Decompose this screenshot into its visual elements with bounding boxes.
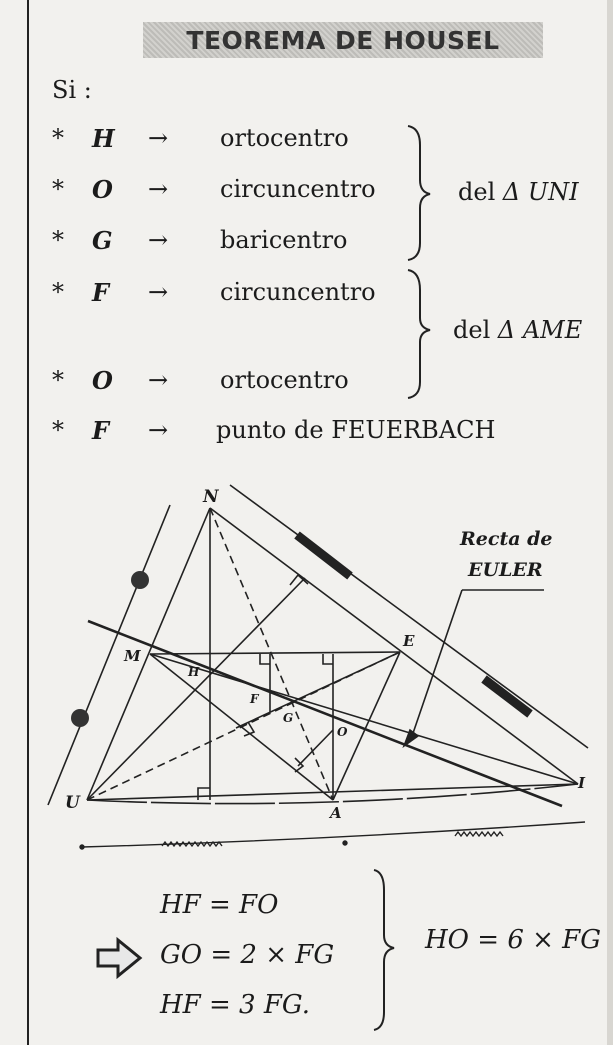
bottom-ruler: [82, 822, 585, 847]
point-label-i: I: [578, 774, 586, 792]
point-symbol: O: [92, 175, 113, 204]
arrow-icon: →: [148, 366, 169, 394]
arrow-icon: →: [148, 278, 169, 306]
equation-sign: =: [210, 940, 233, 970]
arrow-icon: →: [148, 124, 169, 152]
group-prefix: del: [453, 316, 491, 344]
altitude-i: [150, 654, 578, 784]
euler-label-line2: EULER: [468, 559, 543, 581]
equation-rhs: 3 FG.: [239, 990, 311, 1020]
right-angle-mark: [323, 654, 333, 664]
point-symbol: F: [92, 416, 110, 445]
equation-lhs: GO: [160, 940, 203, 970]
point-description: circuncentro: [220, 175, 376, 203]
rail-bar: [484, 679, 530, 714]
arrow-icon: →: [148, 416, 169, 444]
bullet: *: [52, 366, 64, 394]
point-label-g: G: [283, 711, 294, 725]
point-label-e: E: [403, 632, 415, 650]
equation-sign: =: [208, 890, 231, 920]
rail-bar: [297, 535, 350, 576]
point-label-m: M: [124, 647, 141, 665]
point-symbol: F: [92, 278, 110, 307]
intro-text: Si :: [52, 76, 92, 104]
point-label-o: O: [337, 725, 348, 739]
point-symbol: G: [92, 226, 113, 255]
ruler-end: [80, 845, 84, 849]
bullet: *: [52, 416, 64, 444]
euler-label-line1: Recta de: [460, 528, 553, 550]
equation-rhs: FO: [239, 890, 279, 920]
bullet: *: [52, 124, 64, 152]
right-rail: [230, 485, 588, 748]
point-label-h: H: [188, 665, 200, 679]
bullet: *: [52, 278, 64, 306]
equation-row: [160, 890, 278, 920]
equation-rhs: 2 × FG: [240, 940, 335, 970]
euler-line: [88, 621, 562, 806]
right-angle-mark: [198, 788, 210, 800]
point-description: ortocentro: [220, 124, 349, 152]
point-symbol: O: [92, 366, 113, 395]
rail-dot: [71, 709, 89, 727]
point-label-a: A: [330, 804, 342, 822]
right-angle-mark: [260, 654, 270, 664]
result-lhs: HO: [425, 925, 469, 955]
ruler-tick-marks: [455, 832, 503, 836]
rail-dot: [131, 571, 149, 589]
point-symbol: H: [92, 124, 115, 153]
page-title: TEOREMA DE HOUSEL: [186, 25, 500, 55]
point-description: baricentro: [220, 226, 348, 254]
point-label-f: F: [250, 692, 259, 706]
arrow-icon: →: [148, 226, 169, 254]
equation-row: [160, 990, 310, 1020]
group-triangle: Δ UNI: [502, 178, 579, 206]
point-description: punto de FEUERBACH: [216, 416, 496, 444]
point-label-n: N: [203, 487, 219, 507]
point-label-u: U: [65, 793, 80, 813]
result-rhs: 6 × FG: [507, 925, 601, 955]
equation-lhs: HF: [160, 890, 201, 920]
altitude-u: [87, 578, 305, 800]
bullet: *: [52, 226, 64, 254]
group-triangle: Δ AME: [497, 316, 583, 344]
arrow-icon: →: [148, 175, 169, 203]
bisector: [298, 730, 333, 766]
arrow-right-icon: [98, 940, 140, 976]
group-prefix: del: [458, 178, 496, 206]
ruler-mid: [343, 841, 347, 845]
result-equation: [425, 925, 601, 955]
point-description: ortocentro: [220, 366, 349, 394]
euler-pointer: [410, 590, 462, 742]
point-description: circuncentro: [220, 278, 376, 306]
result-sign: =: [477, 925, 500, 955]
side-ma: [150, 654, 333, 800]
equation-lhs: HF: [160, 990, 201, 1020]
equation-sign: =: [208, 990, 231, 1020]
side-me: [150, 652, 400, 654]
equations-brace: [374, 870, 394, 1030]
bullet: *: [52, 175, 64, 203]
equation-row: [160, 940, 334, 970]
